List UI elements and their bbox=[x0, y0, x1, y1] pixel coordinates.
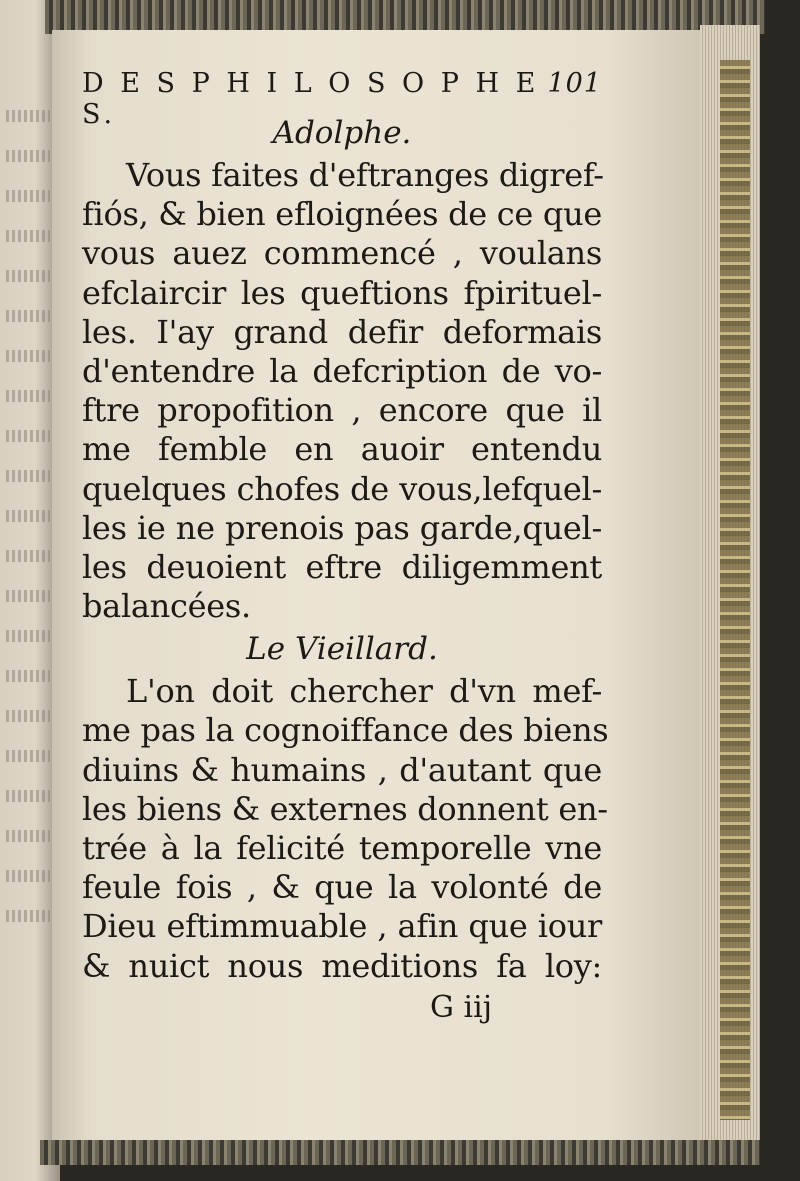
text-line: vous auez commencé , voulans bbox=[82, 234, 602, 273]
text-line: d'entendre la defcription de vo- bbox=[82, 351, 602, 390]
running-title: D E S P H I L O S O P H E S. bbox=[82, 68, 540, 130]
page-number: 101 bbox=[547, 68, 602, 99]
text-line: Dieu eftimmuable , afin que iour bbox=[82, 907, 602, 946]
text-line: ftre propofition , encore que il bbox=[82, 391, 602, 430]
text-line: feule fois , & que la volonté de bbox=[82, 868, 602, 907]
text-line: les deuoient eftre diligemment bbox=[82, 547, 602, 586]
text-line: L'on doit chercher d'vn mef- bbox=[126, 672, 602, 711]
text-line: me femble en auoir entendu bbox=[82, 430, 602, 469]
signature-mark: G iij bbox=[430, 989, 492, 1025]
text-line: les. I'ay grand defir deformais bbox=[82, 312, 602, 351]
text-line: efclaircir les queftions fpirituel- bbox=[82, 273, 602, 312]
speaker-heading: Adolphe. bbox=[272, 115, 412, 151]
text-line: trée à la felicité temporelle vne bbox=[82, 829, 602, 867]
gilt-fore-edge bbox=[720, 60, 750, 1120]
text-line: me pas la cognoiffance des biens bbox=[82, 711, 609, 750]
book-top-edge bbox=[45, 0, 765, 34]
text-line: & nuict nous meditions fa loy: bbox=[82, 946, 602, 985]
text-line: les ie ne prenois pas garde,quel- bbox=[82, 508, 602, 547]
running-header bbox=[82, 68, 602, 130]
text-line: fiós, & bien efloignées de ce que bbox=[82, 195, 603, 234]
text-line: diuins & humains , d'autant que bbox=[82, 750, 602, 789]
text-line: balancées. bbox=[82, 587, 251, 626]
facing-page-edge bbox=[0, 0, 60, 1181]
text-line: les biens & externes donnent en- bbox=[82, 789, 608, 828]
text-line: quelques chofes de vous,lefquel- bbox=[82, 469, 602, 508]
text-line: Vous faites d'eftranges digref- bbox=[126, 156, 604, 194]
book-bottom-edge bbox=[40, 1140, 760, 1165]
page-text bbox=[82, 68, 609, 1030]
speaker-heading: Le Vieillard. bbox=[246, 631, 438, 668]
